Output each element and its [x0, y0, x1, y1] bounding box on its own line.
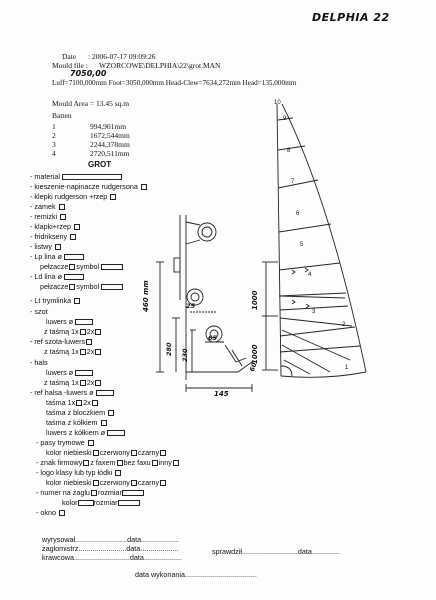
label: czarny: [137, 448, 160, 457]
reinforcement-line: [282, 330, 350, 360]
panel-number: 9: [283, 116, 287, 122]
batten-value: 1672,544mm: [90, 131, 130, 140]
footer-sprawdzil: sprawdził............................data..............: [212, 547, 340, 556]
label: taśma z bloczkiem: [46, 408, 106, 417]
mould-file-value: WZORCOWE\DELPHIA\22\grot.MAN: [99, 61, 221, 70]
form-row-hals: - hals: [30, 358, 48, 367]
form-row-pasy-trymowe: - pasy trymowe: [36, 438, 95, 447]
panel-seam: [278, 146, 305, 150]
sail-title: GROT: [88, 160, 112, 169]
form-row-znak-firmowy: - znak firmowy z faxem bez faxu inny: [36, 458, 180, 467]
label: fridrikseny: [34, 232, 68, 241]
dim-1000-lower: 1000: [251, 344, 259, 364]
panel-number: 4: [308, 272, 312, 278]
form-row-material: - material: [30, 172, 122, 181]
sail-luff: [277, 104, 281, 376]
batten-mark: [306, 304, 309, 308]
label: znak firmowy: [40, 458, 83, 467]
dim-230: 230: [181, 348, 189, 362]
dimensions-line: Luff=7100,000mm Foot=3050,000mm Head-Clew=7634,272mm Head=135,000mm: [52, 79, 297, 87]
panel-number: 8: [287, 148, 291, 154]
panel-seam: [279, 224, 331, 232]
label: krawcowa: [42, 553, 74, 562]
panel-number: 7: [291, 179, 295, 185]
date-label: Date: [62, 52, 77, 61]
label: kolor niebieski: [46, 448, 92, 457]
form-row-zamek: - zamek: [30, 202, 66, 211]
batten-value: 994,901mm: [90, 122, 127, 131]
label: data wykonania: [135, 570, 185, 579]
form-row-lt-trymlinka: - Lt trymlinka: [30, 296, 81, 305]
label: szot: [34, 307, 48, 316]
footer-krawcowa: krawcowa............................data...................: [42, 553, 182, 562]
label: ref halsa -luwers ø: [34, 388, 94, 397]
tack-arc: [281, 366, 292, 376]
label: 2x: [86, 347, 95, 356]
label: data: [129, 553, 144, 562]
form-row-klepki: - klepki rudgerson +rzep: [30, 192, 117, 201]
label: listwy: [34, 242, 52, 251]
label: logo klasy lub typ łódki: [40, 468, 113, 477]
form-row-kieszenie: - kieszenie-napinacze rudgersona: [30, 182, 148, 191]
panel-seam: [279, 293, 346, 296]
date-value: : 2006-07-17 09:09:26: [88, 52, 156, 61]
form-row-szot: - szot: [30, 307, 48, 316]
label: rozmiar: [97, 488, 122, 497]
label: pełzacze: [40, 282, 69, 291]
form-row-okno: - okno: [36, 508, 66, 517]
batten-number: 4: [52, 149, 56, 158]
dim-65: 65: [208, 334, 218, 342]
label: zamek: [34, 202, 56, 211]
label: z faxem: [90, 458, 116, 467]
batten-number: 2: [52, 131, 56, 140]
dim-25: 25: [186, 302, 196, 310]
panel-seam: [278, 180, 318, 188]
label: żaglomistrz: [42, 544, 79, 553]
batten-number: 1: [52, 122, 56, 131]
label: Lp lina ø: [34, 252, 62, 261]
mould-area: Mould Area = 13.45 sq.m: [52, 99, 130, 108]
label: czerwony: [99, 448, 130, 457]
label: z taśmą: [44, 378, 70, 387]
form-row-lp-lina: - Lp lina ø: [30, 252, 84, 261]
form-row-fridrikseny: - fridrikseny: [30, 232, 77, 241]
dim-280: 280: [165, 342, 173, 356]
handwritten-luff: 7050,00: [70, 69, 107, 78]
footer-wyrysowal: wyrysował..........................data...................: [42, 535, 180, 544]
batten-mark: [292, 270, 295, 274]
label: 1x: [71, 327, 79, 336]
label: Lt trymlinka: [34, 296, 72, 305]
label: rozmiar: [93, 498, 118, 507]
label: z taśmą: [44, 347, 70, 356]
label: Ld lina ø: [34, 272, 62, 281]
label: czarny: [137, 478, 160, 487]
dim-60: 60: [248, 361, 259, 373]
sail-foot: [281, 372, 366, 377]
label: inny: [158, 458, 172, 467]
form-row-ref-halsa: - ref halsa -luwers ø: [30, 388, 114, 397]
form-row-listwy: - listwy: [30, 242, 62, 251]
form-row-numer: - numer na żaglu rozmiar: [36, 488, 144, 497]
label: czerwony: [99, 478, 130, 487]
panel-number: 2: [342, 322, 346, 328]
label: pełzacze: [40, 262, 69, 271]
label: sprawdził: [212, 547, 242, 556]
label: 1x: [71, 347, 79, 356]
panel-number: 6: [296, 211, 300, 217]
label: 2x: [83, 398, 91, 407]
batten-mark: [292, 300, 295, 304]
label: klepki rudgerson +rzep: [34, 192, 108, 201]
label: material: [34, 172, 60, 181]
label: ref szota-luwers: [34, 337, 86, 346]
label: symbol: [76, 262, 100, 271]
form-row-ld-lina: - Ld lina ø: [30, 272, 84, 281]
label: bez faxu: [123, 458, 151, 467]
label: symbol: [76, 282, 100, 291]
label: luwers z kółkiem ø: [46, 428, 106, 437]
label: data: [127, 535, 142, 544]
footer-data-wykonania: data wykonania....................................: [135, 570, 257, 579]
panel-number: 1: [345, 365, 349, 371]
label: klapki+rzep: [34, 222, 71, 231]
form-row-logo: - logo klasy lub typ łódki: [36, 468, 122, 477]
label: kieszenie-napinacze rudgersona: [34, 182, 138, 191]
label: luwers ø: [46, 368, 74, 377]
dim-145: 145: [214, 390, 229, 398]
form-row-ref-szota: - ref szota-luwers: [30, 337, 93, 346]
label: 2x: [86, 327, 95, 336]
label: 2x: [86, 378, 95, 387]
mould-file-label: Mould file :: [52, 61, 88, 70]
panel-number: 10: [274, 100, 281, 106]
label: taśma z kółkiem: [46, 418, 98, 427]
handwritten-title: DELPHIA 22: [312, 11, 390, 24]
label: okno: [40, 508, 56, 517]
label: wyrysował: [42, 535, 76, 544]
form-row-klapki: - klapki+rzep: [30, 222, 81, 231]
label: 1x: [71, 378, 79, 387]
batten-value: 2720,511mm: [90, 149, 130, 158]
panel-number: 3: [312, 309, 316, 315]
label: hals: [34, 358, 48, 367]
batten-label: Batten: [52, 111, 72, 120]
batten-value: 2244,378mm: [90, 140, 130, 149]
panel-seam: [279, 263, 340, 270]
label: kolor niebieski: [46, 478, 92, 487]
form-row-remizki: - remizki: [30, 212, 67, 221]
label: numer na żaglu: [40, 488, 90, 497]
label: data: [126, 544, 141, 553]
reinforcement-line: [280, 296, 345, 298]
footer-zaglomistrz: żaglomistrz........................data...................: [42, 544, 179, 553]
label: luwers ø: [46, 317, 74, 326]
batten-number: 3: [52, 140, 56, 149]
dim-1000-upper: 1000: [251, 290, 259, 310]
label: z taśmą: [44, 327, 70, 336]
label: kolor: [62, 498, 78, 507]
label: data: [297, 547, 312, 556]
sail-leech: [282, 104, 366, 372]
label: pasy trymowe: [40, 438, 85, 447]
panel-number: 5: [300, 242, 304, 248]
panel-seam: [280, 327, 355, 336]
label: taśma 1x: [46, 398, 76, 407]
label: remizki: [34, 212, 58, 221]
dim-460: 460 mm: [142, 280, 150, 312]
